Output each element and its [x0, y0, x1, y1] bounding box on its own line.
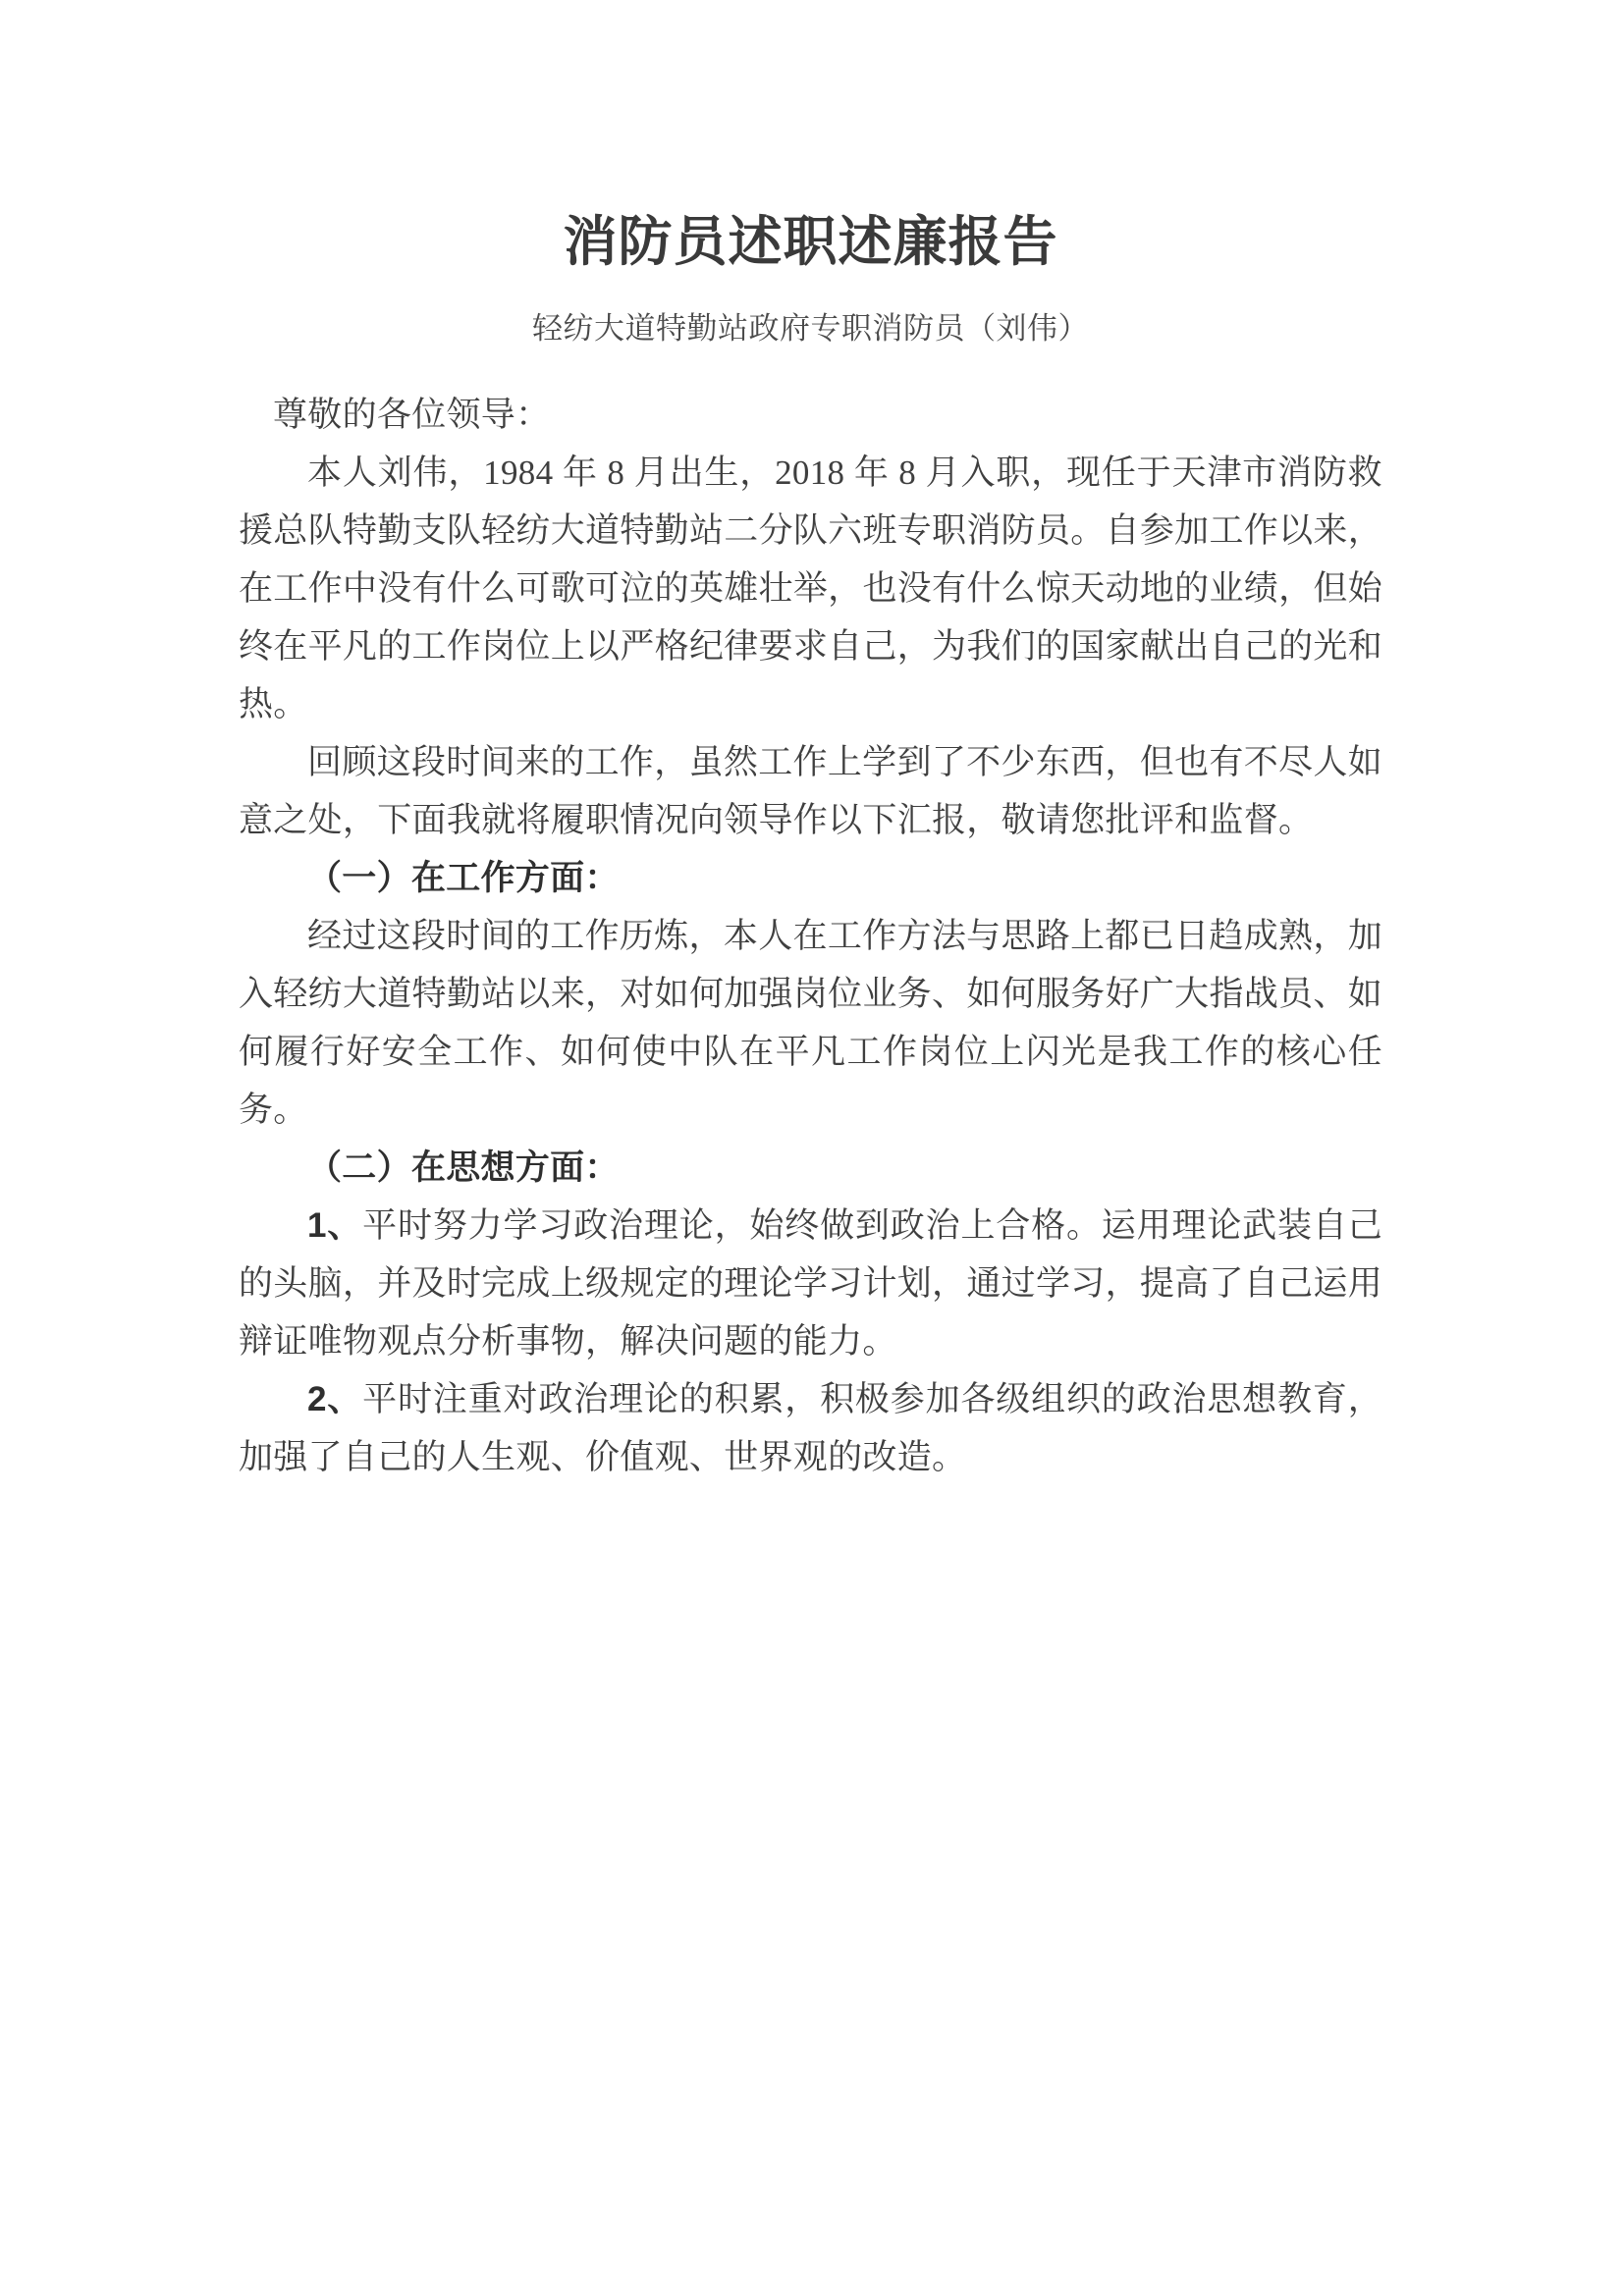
section-heading-ideology: （二）在思想方面： — [307, 1148, 620, 1188]
section-work-paragraph-1: 经过这段时间的工作历炼，本人在工作方法与思路上都已日趋成熟，加入轻纺大道特勤站以来，对如何加强岗位业务、如何服务好广大指战员、如何履行好安全工作、如何使中队在平凡工作岗位上闪光是我工作的核心任务。 — [239, 917, 1382, 1130]
item-marker-2: 2、 — [307, 1380, 363, 1419]
document-body — [239, 348, 1382, 1486]
section-ideology-item-2 — [239, 1370, 1382, 1486]
document-content — [239, 0, 1382, 1486]
item-text-1: 平时努力学习政治理论，始终做到政治上合格。运用理论武装自己的头脑，并及时完成上级规定的理论学习计划，通过学习，提高了自己运用辩证唯物观点分析事物，解决问题的能力。 — [239, 1206, 1382, 1362]
intro-paragraph-2: 回顾这段时间来的工作，虽然工作上学到了不少东西，但也有不尽人如意之处，下面我就将履职情况向领导作以下汇报，敬请您批评和监督。 — [239, 743, 1382, 840]
item-text-2: 平时注重对政治理论的积累，积极参加各级组织的政治思想教育，加强了自己的人生观、价值观、世界观的改造。 — [239, 1380, 1382, 1477]
item-marker-1: 1、 — [307, 1206, 363, 1246]
intro-paragraph-1: 本人刘伟，1984 年 8 月出生，2018 年 8 月入职，现任于天津市消防救援总队特勤支队轻纺大道特勤站二分队六班专职消防员。自参加工作以来，在工作中没有什么可歌可泣的英雄壮举，也没有什么惊天动地的业绩，但始终在平凡的工作岗位上以严格纪律要求自己，为我们的国家献出自己的光和热。 — [239, 454, 1382, 724]
page-title: 消防员述职述廉报告 — [563, 211, 1058, 272]
section-heading-work: （一）在工作方面： — [307, 859, 620, 898]
section-ideology-item-1 — [239, 1197, 1382, 1370]
salutation-line: 尊敬的各位领导： — [273, 396, 551, 435]
document-subtitle: 轻纺大道特勤站政府专职消防员（刘伟） — [532, 310, 1089, 346]
